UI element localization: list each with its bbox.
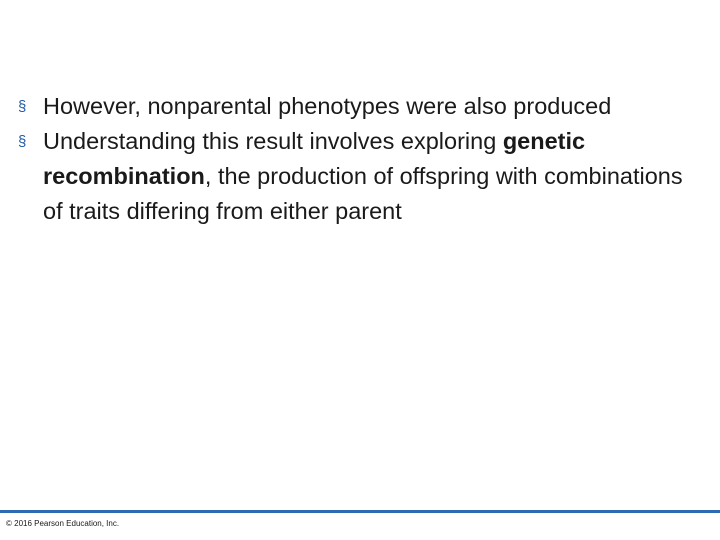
footer-divider	[0, 510, 720, 513]
bullet-text: However, nonparental phenotypes were also produced	[43, 93, 612, 119]
bullet-item-phenotypes	[18, 89, 708, 124]
bullet-marker-icon: §	[18, 133, 27, 150]
bold-term: genetic recombination	[43, 128, 586, 189]
bullet-list	[18, 89, 708, 229]
bullet-text-after: , the production of offspring with combinations of traits differing from either parent	[43, 163, 683, 224]
bullet-text-before: Understanding this result involves exploring	[43, 128, 503, 154]
bullet-marker-icon: §	[18, 98, 27, 115]
bullet-item-recombination	[18, 124, 708, 229]
copyright-notice: © 2016 Pearson Education, Inc.	[6, 519, 120, 528]
